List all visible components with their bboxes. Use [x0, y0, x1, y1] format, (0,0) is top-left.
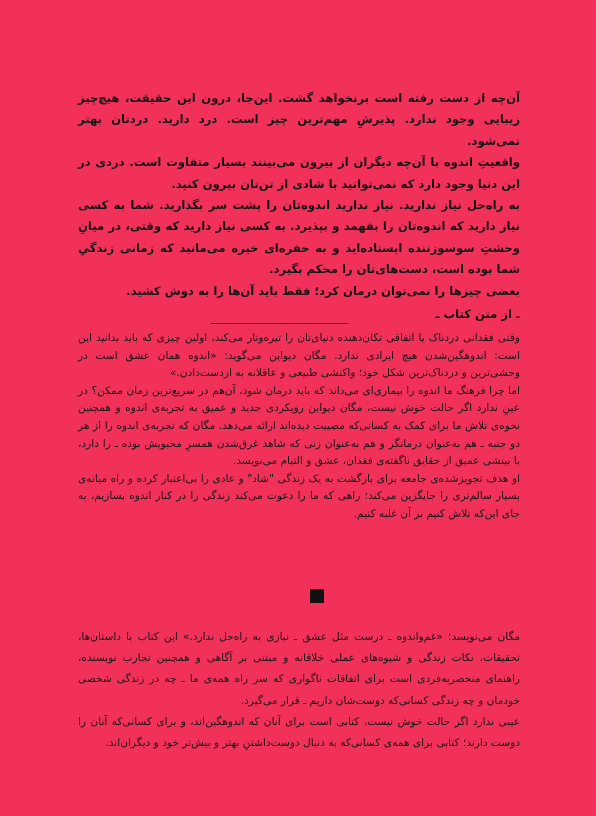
summary-block	[78, 627, 520, 754]
quote-source: ـ از متن کتاب ـ	[435, 307, 520, 322]
description-block	[78, 330, 520, 524]
summary-paragraph: عیبی ندارد اگر حالت خوش نیست، کتابی است برای آنان که اندوهگین‌اند، و برای کسانی‌که آنان را دوست دارند؛ کتابی برای همه‌ی کسانی‌که به دنبال دوست‌داشتنِ بهتر و بیش‌تر خود و دیگران‌اند.	[78, 715, 520, 750]
quote-block	[78, 88, 520, 325]
section-divider	[211, 323, 348, 324]
square-separator-icon	[310, 589, 324, 603]
description-paragraph: اما چرا فرهنگ ما اندوه را بیماری‌ای می‌داند که باید درمان شود، آن‌هم در سریع‌ترین زمان ممکن؟ در عینِ ندارد اگر حالت خوش نیست، مگان دیواین رویکردی جدید و عمیق به تجربه‌ی اندوه و همچنین نحوه‌ی تلاش ما برای کمک به کسانی‌که مصیبت دیده‌اند ارائه می‌دهد. مگان که تجربه‌ی اندوه را از هر دو جنبه ـ هم به‌عنوان درمانگر و هم به‌عنوان زنی که شاهد غرق‌شدن همسرِ محبوبش بوده ـ را دارد، با بینشی عمیق از حقایق ناگفته‌ی فقدان، عشق و التیام می‌نویسد.	[78, 384, 520, 468]
quote-paragraph: به راه‌حل نیاز ندارید. نیاز ندارید اندوه‌تان را پشت سر بگذارید. شما به کسی نیاز دارید که اندوه‌تان را بفهمد و بپذیرد. به کسی نیاز دارید که وقتی، در میانِ وحشتِ سوسوزننده ایستاده‌اید و به حفره‌ای خیره می‌مانید که زمانی زندگیِ شما بوده است، دست‌های‌تان را محکم بگیرد.	[78, 198, 520, 277]
description-paragraph: او هدف تجویزشده‌ی جامعه برای بازگشت به یک زندگی "شاد" و عادی را بی‌اعتبار کرده و راه میانه‌ی بسیار سالم‌تری را جایگزین می‌کند؛ راهی که ما را دعوت می‌کند زندگی را در کنار اندوه بسازیم، به جای این‌که تلاش کنیم بر آن غلبه کنیم.	[78, 472, 520, 520]
quote-paragraph: بعضی چیزها را نمی‌توان درمان کرد؛ فقط باید آن‌ها را به دوش کشید.	[126, 283, 520, 298]
quote-paragraph: واقعیتِ اندوه با آن‌چه دیگران از بیرون می‌بینند بسیار متفاوت است. دردی در این دنیا وجود دارد که نمی‌توانید با شادی از تن‌تان بیرون کنید.	[78, 155, 520, 191]
summary-paragraph: مگان می‌نویسد: «غم‌واندوه ـ درست مثل عشق ـ نیازی به راه‌حل ندارد.» این کتاب با داستان‌ها، تحقیقات، نکات زندگی و شیوه‌های عملی خلاقانه و مبتنی بر آگاهی و همچنین تجارب نویسنده، راهنمای منحصربه‌فردی است برای اتفاقات ناگواری که سر راه همه‌ی ما ـ چه در زندگی شخصی خودمان و چه زندگی کسانی‌که دوست‌شان داریم ـ قرار می‌گیرد.	[78, 631, 520, 707]
description-paragraph: وقتی فقدانی دردناک یا اتفاقی تکان‌دهنده دنیای‌تان را تیره‌وتار می‌کند، اولین چیزی که باید بدانید این است: اندوهگین‌شدن هیچ ایرادی ندارد. مگان دیواین می‌گوید: «اندوه همان عشق است در وحشی‌ترین و دردناک‌ترین شکل خود؛ واکنشی طبیعی و عاقلانه به ازدست‌دادن.»	[78, 332, 520, 380]
quote-paragraph: آن‌چه از دست رفته است برنخواهد گشت. این‌جا، درون این حقیقت، هیچ‌چیز زیبایی وجود ندارد. پذیرشِ مهم‌ترین چیز است. درد دارید. دردتان بهتر نمی‌شود.	[78, 91, 520, 148]
